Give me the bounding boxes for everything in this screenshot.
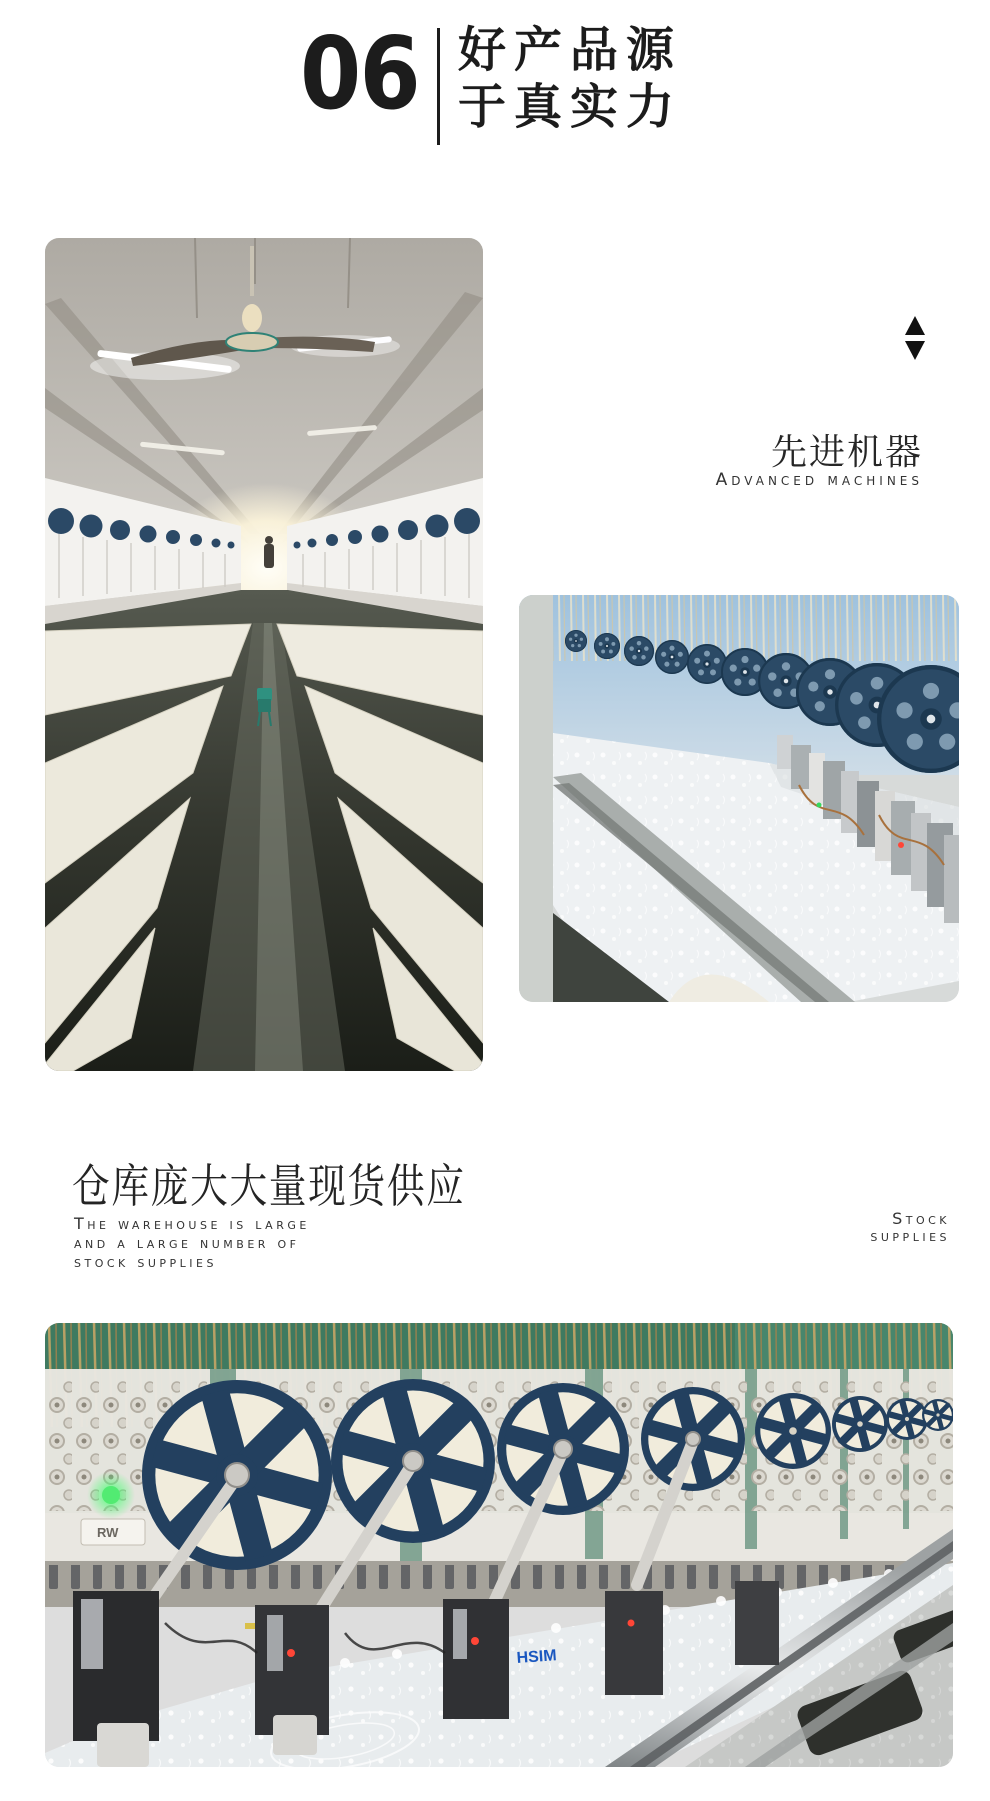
warehouse-machines-photo (45, 1323, 953, 1767)
advanced-machines-heading: 先进机器 (770, 432, 923, 473)
arrow-up-icon (905, 316, 925, 335)
machine-row-photo (519, 595, 959, 1002)
stock-supplies-line2: supplies (870, 1226, 950, 1245)
green-led (102, 1486, 120, 1504)
page-title (458, 22, 682, 136)
page-title-line2: 于真实力 (458, 79, 683, 135)
warehouse-subtext-line2: and a large number of (74, 1233, 300, 1252)
stock-supplies-line1: Stock (892, 1209, 950, 1228)
header-divider (437, 28, 440, 145)
warehouse-subtext (74, 1214, 310, 1271)
machine-logo: HSIM (516, 1647, 558, 1667)
warehouse-subtext-line3: stock supplies (74, 1252, 217, 1271)
up-down-arrows-icon (905, 316, 925, 360)
warehouse-machines-graphic (45, 1323, 953, 1767)
wall-pillar (519, 595, 553, 1002)
distant-person (264, 536, 274, 568)
warehouse-heading: 仓库庞大大量现货供应 (72, 1159, 466, 1213)
machine-brand-label: RW (97, 1525, 119, 1540)
warehouse-subtext-line1: The warehouse is large (74, 1214, 310, 1233)
arrow-down-icon (905, 341, 925, 360)
factory-aisle-photo (45, 238, 483, 1071)
section-number: 06 (300, 15, 419, 132)
factory-aisle-graphic (45, 238, 483, 1071)
stock-supplies-label (870, 1210, 950, 1244)
page-title-line1: 好产品源 (458, 22, 683, 78)
advanced-machines-subheading: Advanced machines (715, 470, 923, 490)
machine-row-graphic (519, 595, 959, 1002)
